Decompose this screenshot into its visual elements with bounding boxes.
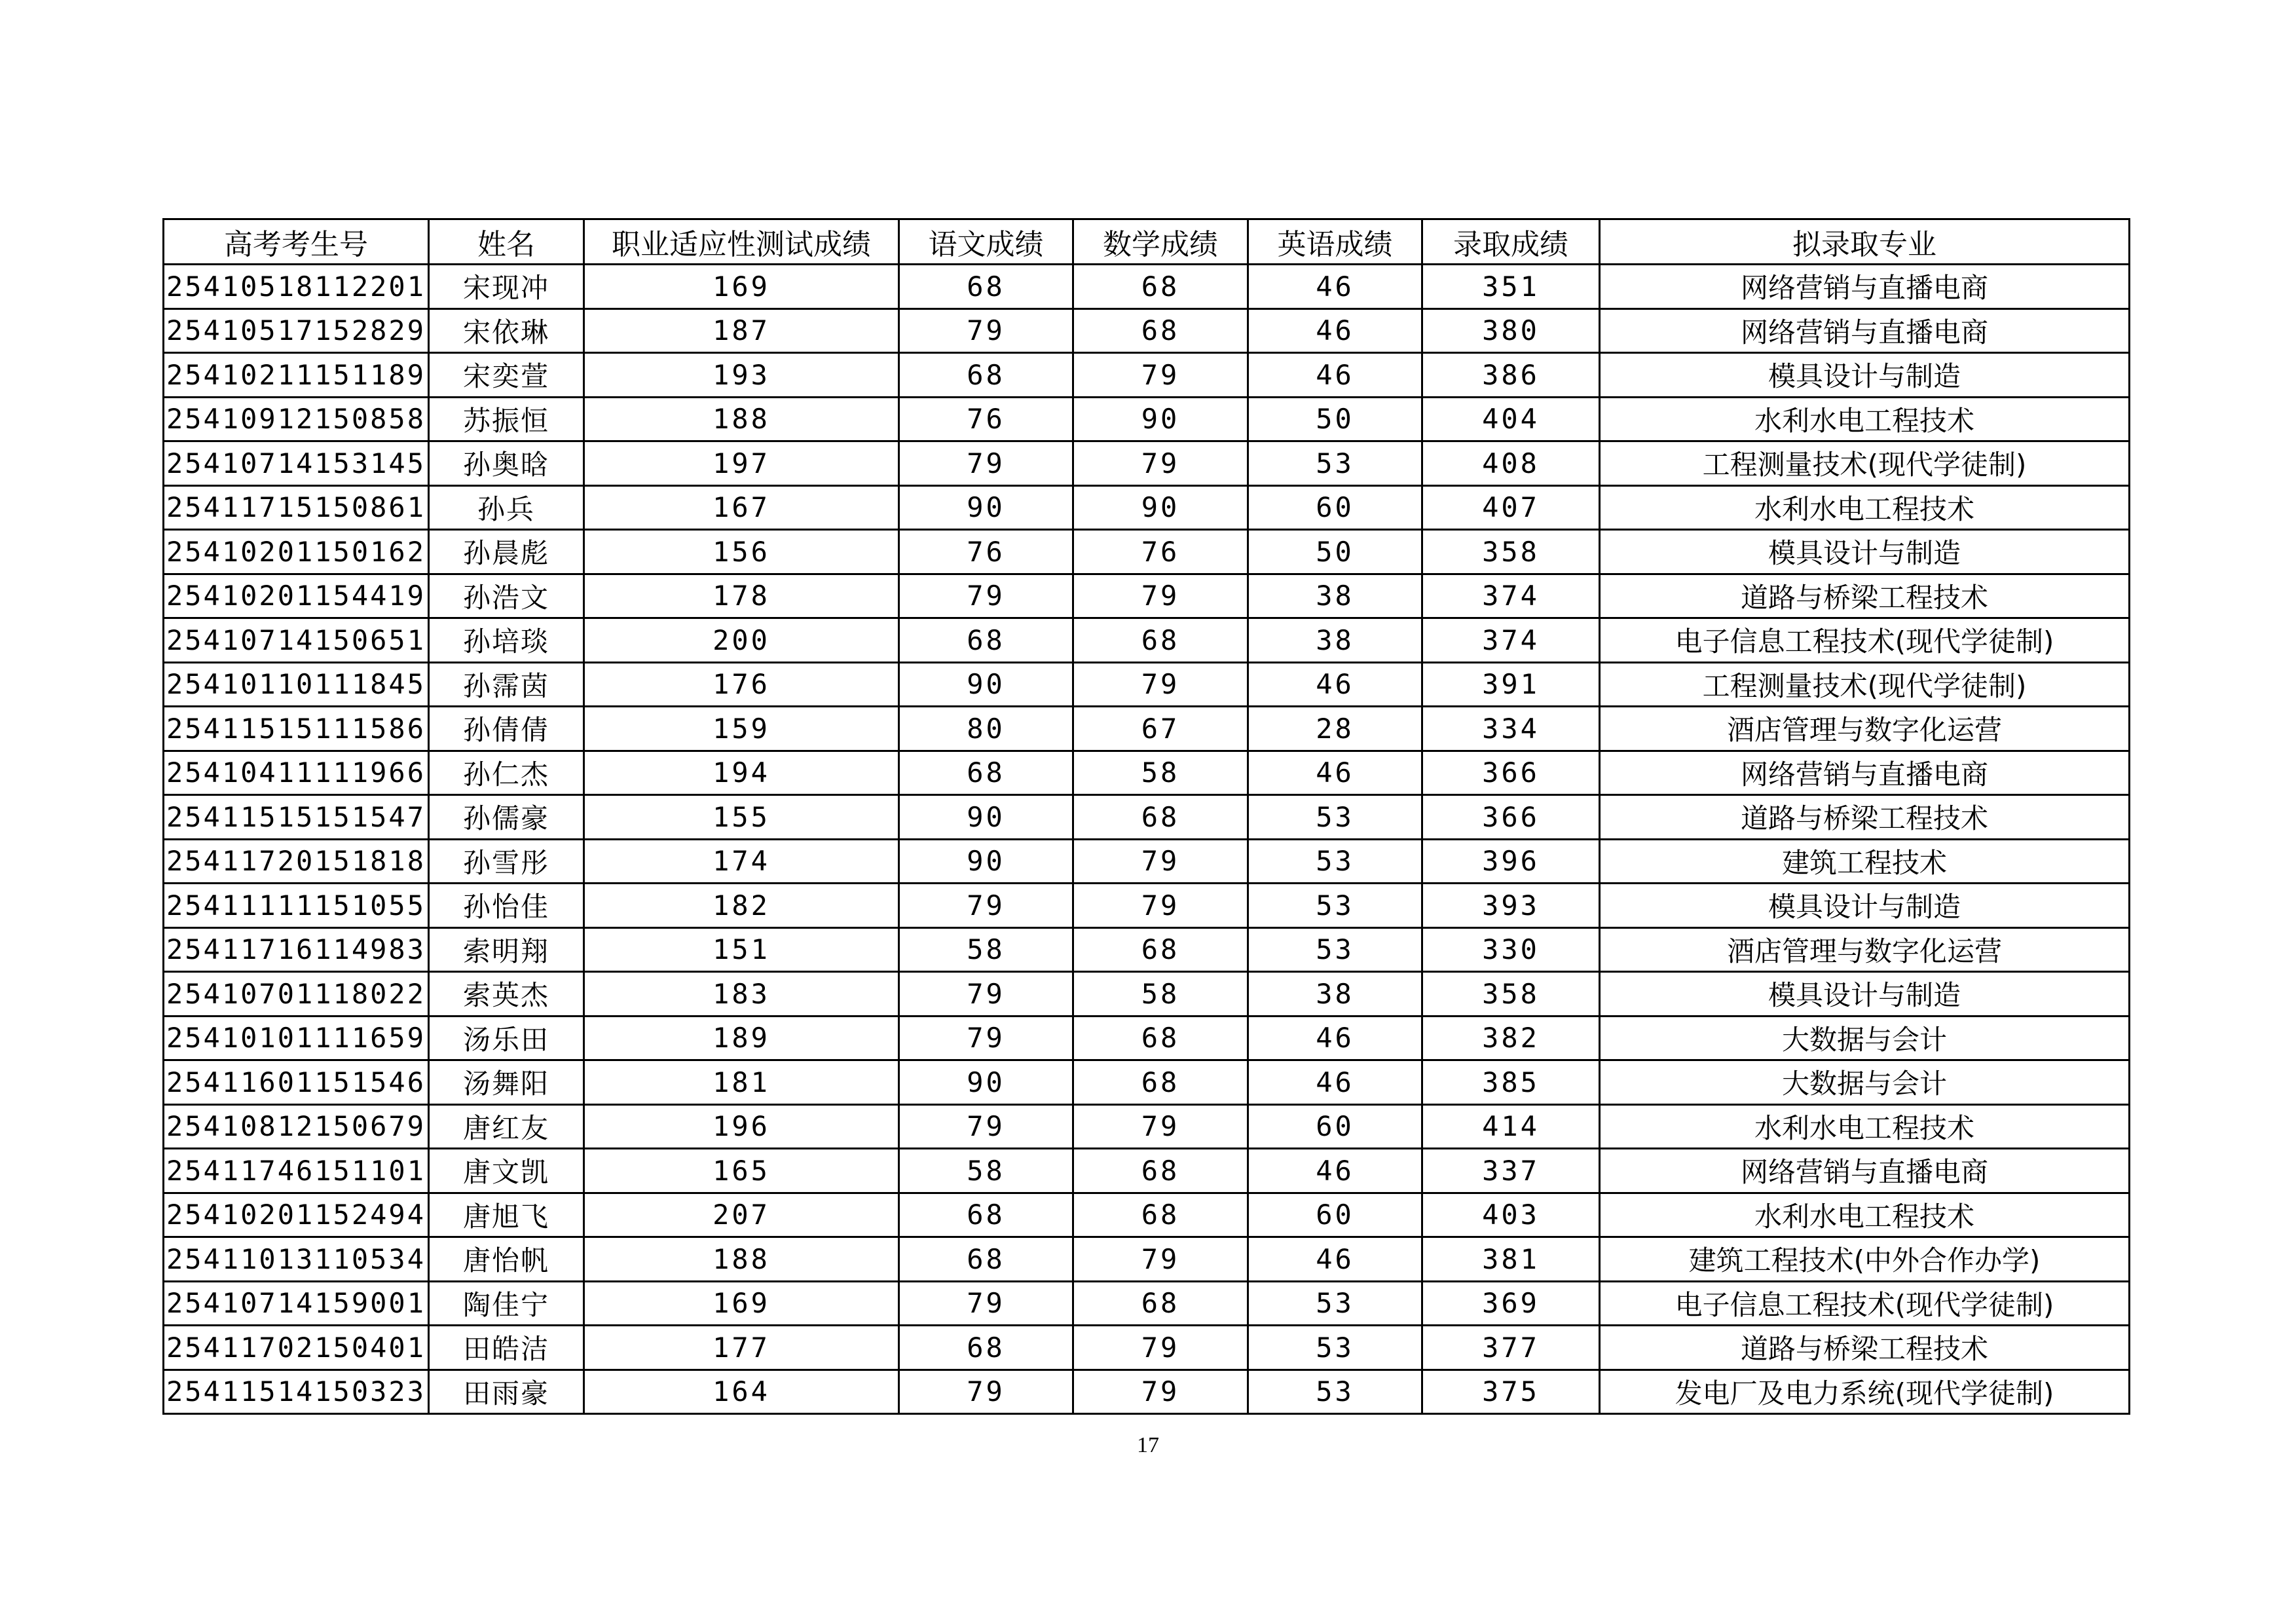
exam-id-cell: 25410812150679 [164, 1104, 429, 1149]
english-score-cell: 46 [1248, 308, 1422, 353]
chinese-score-cell: 68 [899, 353, 1073, 398]
english-score-cell: 53 [1248, 795, 1422, 840]
table-row [164, 972, 2130, 1017]
chinese-score-cell: 76 [899, 530, 1073, 574]
english-score-cell: 38 [1248, 574, 1422, 618]
table-row [164, 1104, 2130, 1149]
english-score-cell: 46 [1248, 662, 1422, 707]
chinese-score-cell: 68 [899, 1326, 1073, 1370]
name-cell: 孙雪彤 [429, 839, 584, 884]
chinese-score-cell: 90 [899, 485, 1073, 530]
chinese-score-cell: 68 [899, 618, 1073, 663]
admission-score-cell: 393 [1422, 884, 1600, 928]
exam-id-cell: 25410201152494 [164, 1193, 429, 1237]
math-score-cell: 68 [1073, 1193, 1248, 1237]
english-score-cell: 46 [1248, 265, 1422, 309]
name-cell: 汤乐田 [429, 1016, 584, 1060]
vocational-test-score-cell: 182 [584, 884, 899, 928]
chinese-score-cell: 79 [899, 1016, 1073, 1060]
exam-id-cell: 25411702150401 [164, 1326, 429, 1370]
admission-score-cell: 351 [1422, 265, 1600, 309]
english-score-cell: 46 [1248, 1016, 1422, 1060]
table-row [164, 751, 2130, 795]
exam-id-cell: 25410110111845 [164, 662, 429, 707]
admission-score-table [162, 218, 2130, 1415]
vocational-test-score-cell: 193 [584, 353, 899, 398]
admission-score-cell: 385 [1422, 1060, 1600, 1105]
admission-score-cell: 382 [1422, 1016, 1600, 1060]
chinese-score-cell: 79 [899, 884, 1073, 928]
math-score-cell: 79 [1073, 441, 1248, 486]
exam-id-cell: 25410714150651 [164, 618, 429, 663]
major-cell: 大数据与会计 [1600, 1060, 2130, 1105]
admission-score-cell: 330 [1422, 927, 1600, 972]
major-cell: 建筑工程技术(中外合作办学) [1600, 1237, 2130, 1282]
table-row [164, 1237, 2130, 1282]
english-score-cell: 28 [1248, 707, 1422, 751]
english-score-cell: 60 [1248, 1193, 1422, 1237]
admission-score-cell: 358 [1422, 530, 1600, 574]
admission-score-cell: 358 [1422, 972, 1600, 1017]
chinese-score-cell: 90 [899, 662, 1073, 707]
english-score-cell: 60 [1248, 1104, 1422, 1149]
table-row [164, 397, 2130, 441]
exam-id-cell: 25411515111586 [164, 707, 429, 751]
math-score-cell: 68 [1073, 1149, 1248, 1193]
vocational-test-score-cell: 164 [584, 1370, 899, 1414]
chinese-score-cell: 90 [899, 839, 1073, 884]
chinese-score-cell: 79 [899, 308, 1073, 353]
table-row [164, 662, 2130, 707]
english-score-cell: 53 [1248, 839, 1422, 884]
exam-id-cell: 25410411111966 [164, 751, 429, 795]
vocational-test-score-cell: 178 [584, 574, 899, 618]
major-cell: 酒店管理与数字化运营 [1600, 927, 2130, 972]
english-score-cell: 46 [1248, 1060, 1422, 1105]
table-row [164, 1149, 2130, 1193]
chinese-score-cell: 76 [899, 397, 1073, 441]
math-score-cell: 58 [1073, 972, 1248, 1017]
exam-id-cell: 25411720151818 [164, 839, 429, 884]
math-score-cell: 58 [1073, 751, 1248, 795]
vocational-test-score-cell: 151 [584, 927, 899, 972]
name-cell: 唐旭飞 [429, 1193, 584, 1237]
chinese-score-cell: 68 [899, 1193, 1073, 1237]
vocational-test-score-cell: 169 [584, 1281, 899, 1326]
header-name: 姓名 [429, 219, 584, 265]
header-vocational-test-score: 职业适应性测试成绩 [584, 219, 899, 265]
vocational-test-score-cell: 197 [584, 441, 899, 486]
chinese-score-cell: 58 [899, 1149, 1073, 1193]
admission-score-cell: 374 [1422, 618, 1600, 663]
chinese-score-cell: 90 [899, 1060, 1073, 1105]
major-cell: 酒店管理与数字化运营 [1600, 707, 2130, 751]
name-cell: 孙晨彪 [429, 530, 584, 574]
math-score-cell: 90 [1073, 485, 1248, 530]
exam-id-cell: 25410201150162 [164, 530, 429, 574]
name-cell: 孙霈茵 [429, 662, 584, 707]
major-cell: 水利水电工程技术 [1600, 485, 2130, 530]
major-cell: 工程测量技术(现代学徒制) [1600, 662, 2130, 707]
major-cell: 道路与桥梁工程技术 [1600, 574, 2130, 618]
exam-id-cell: 25410517152829 [164, 308, 429, 353]
name-cell: 孙仁杰 [429, 751, 584, 795]
admission-score-cell: 337 [1422, 1149, 1600, 1193]
table-row [164, 1060, 2130, 1105]
admission-score-cell: 407 [1422, 485, 1600, 530]
name-cell: 索英杰 [429, 972, 584, 1017]
vocational-test-score-cell: 155 [584, 795, 899, 840]
vocational-test-score-cell: 200 [584, 618, 899, 663]
exam-id-cell: 25411111151055 [164, 884, 429, 928]
name-cell: 孙儒豪 [429, 795, 584, 840]
chinese-score-cell: 79 [899, 1370, 1073, 1414]
table-header-row [164, 219, 2130, 265]
english-score-cell: 38 [1248, 972, 1422, 1017]
table-row [164, 618, 2130, 663]
table-row [164, 485, 2130, 530]
name-cell: 汤舞阳 [429, 1060, 584, 1105]
english-score-cell: 53 [1248, 927, 1422, 972]
vocational-test-score-cell: 183 [584, 972, 899, 1017]
exam-id-cell: 25410201154419 [164, 574, 429, 618]
table-body [164, 265, 2130, 1414]
table-row [164, 441, 2130, 486]
table-row [164, 353, 2130, 398]
vocational-test-score-cell: 207 [584, 1193, 899, 1237]
exam-id-cell: 25411514150323 [164, 1370, 429, 1414]
name-cell: 宋奕萱 [429, 353, 584, 398]
math-score-cell: 79 [1073, 839, 1248, 884]
admission-score-cell: 375 [1422, 1370, 1600, 1414]
english-score-cell: 53 [1248, 1281, 1422, 1326]
exam-id-cell: 25411515151547 [164, 795, 429, 840]
admission-score-cell: 381 [1422, 1237, 1600, 1282]
english-score-cell: 53 [1248, 1370, 1422, 1414]
exam-id-cell: 25410714153145 [164, 441, 429, 486]
english-score-cell: 46 [1248, 353, 1422, 398]
table-row [164, 574, 2130, 618]
chinese-score-cell: 80 [899, 707, 1073, 751]
chinese-score-cell: 68 [899, 751, 1073, 795]
math-score-cell: 68 [1073, 927, 1248, 972]
math-score-cell: 68 [1073, 1016, 1248, 1060]
math-score-cell: 68 [1073, 795, 1248, 840]
admission-score-cell: 374 [1422, 574, 1600, 618]
english-score-cell: 38 [1248, 618, 1422, 663]
vocational-test-score-cell: 167 [584, 485, 899, 530]
exam-id-cell: 25410701118022 [164, 972, 429, 1017]
name-cell: 唐文凯 [429, 1149, 584, 1193]
chinese-score-cell: 79 [899, 441, 1073, 486]
vocational-test-score-cell: 189 [584, 1016, 899, 1060]
admission-score-cell: 408 [1422, 441, 1600, 486]
vocational-test-score-cell: 196 [584, 1104, 899, 1149]
page-number: 17 [1137, 1433, 1159, 1457]
math-score-cell: 79 [1073, 1237, 1248, 1282]
english-score-cell: 53 [1248, 1326, 1422, 1370]
chinese-score-cell: 68 [899, 1237, 1073, 1282]
major-cell: 大数据与会计 [1600, 1016, 2130, 1060]
header-major: 拟录取专业 [1600, 219, 2130, 265]
vocational-test-score-cell: 187 [584, 308, 899, 353]
table-row [164, 265, 2130, 309]
major-cell: 网络营销与直播电商 [1600, 751, 2130, 795]
header-chinese-score: 语文成绩 [899, 219, 1073, 265]
chinese-score-cell: 79 [899, 1104, 1073, 1149]
vocational-test-score-cell: 169 [584, 265, 899, 309]
name-cell: 孙奥晗 [429, 441, 584, 486]
chinese-score-cell: 79 [899, 574, 1073, 618]
table-row [164, 530, 2130, 574]
table-row [164, 1016, 2130, 1060]
major-cell: 网络营销与直播电商 [1600, 1149, 2130, 1193]
name-cell: 孙兵 [429, 485, 584, 530]
table-row [164, 1193, 2130, 1237]
math-score-cell: 79 [1073, 574, 1248, 618]
chinese-score-cell: 79 [899, 972, 1073, 1017]
name-cell: 陶佳宁 [429, 1281, 584, 1326]
exam-id-cell: 25411746151101 [164, 1149, 429, 1193]
table-row [164, 707, 2130, 751]
header-math-score: 数学成绩 [1073, 219, 1248, 265]
admission-score-cell: 386 [1422, 353, 1600, 398]
admission-score-cell: 403 [1422, 1193, 1600, 1237]
exam-id-cell: 25410714159001 [164, 1281, 429, 1326]
admission-score-cell: 334 [1422, 707, 1600, 751]
chinese-score-cell: 68 [899, 265, 1073, 309]
major-cell: 水利水电工程技术 [1600, 1104, 2130, 1149]
exam-id-cell: 25410211151189 [164, 353, 429, 398]
vocational-test-score-cell: 159 [584, 707, 899, 751]
admission-score-cell: 366 [1422, 795, 1600, 840]
math-score-cell: 68 [1073, 308, 1248, 353]
math-score-cell: 79 [1073, 1326, 1248, 1370]
english-score-cell: 60 [1248, 485, 1422, 530]
math-score-cell: 79 [1073, 1370, 1248, 1414]
name-cell: 宋依琳 [429, 308, 584, 353]
math-score-cell: 67 [1073, 707, 1248, 751]
major-cell: 工程测量技术(现代学徒制) [1600, 441, 2130, 486]
english-score-cell: 50 [1248, 397, 1422, 441]
chinese-score-cell: 90 [899, 795, 1073, 840]
major-cell: 发电厂及电力系统(现代学徒制) [1600, 1370, 2130, 1414]
exam-id-cell: 25411715150861 [164, 485, 429, 530]
exam-id-cell: 25410101111659 [164, 1016, 429, 1060]
math-score-cell: 68 [1073, 265, 1248, 309]
admission-score-cell: 414 [1422, 1104, 1600, 1149]
major-cell: 水利水电工程技术 [1600, 1193, 2130, 1237]
admission-score-cell: 380 [1422, 308, 1600, 353]
exam-id-cell: 25410912150858 [164, 397, 429, 441]
admission-score-cell: 404 [1422, 397, 1600, 441]
math-score-cell: 79 [1073, 662, 1248, 707]
chinese-score-cell: 79 [899, 1281, 1073, 1326]
exam-id-cell: 25411716114983 [164, 927, 429, 972]
major-cell: 模具设计与制造 [1600, 884, 2130, 928]
table-row [164, 927, 2130, 972]
name-cell: 苏振恒 [429, 397, 584, 441]
vocational-test-score-cell: 176 [584, 662, 899, 707]
table-row [164, 795, 2130, 840]
admission-score-cell: 369 [1422, 1281, 1600, 1326]
table-row [164, 1326, 2130, 1370]
math-score-cell: 79 [1073, 353, 1248, 398]
english-score-cell: 46 [1248, 751, 1422, 795]
math-score-cell: 90 [1073, 397, 1248, 441]
exam-id-cell: 25411601151546 [164, 1060, 429, 1105]
english-score-cell: 46 [1248, 1149, 1422, 1193]
vocational-test-score-cell: 165 [584, 1149, 899, 1193]
admission-score-cell: 396 [1422, 839, 1600, 884]
name-cell: 田皓洁 [429, 1326, 584, 1370]
header-exam-id: 高考考生号 [164, 219, 429, 265]
name-cell: 唐怡帆 [429, 1237, 584, 1282]
major-cell: 建筑工程技术 [1600, 839, 2130, 884]
table-row [164, 308, 2130, 353]
name-cell: 宋现冲 [429, 265, 584, 309]
vocational-test-score-cell: 177 [584, 1326, 899, 1370]
major-cell: 模具设计与制造 [1600, 972, 2130, 1017]
vocational-test-score-cell: 188 [584, 1237, 899, 1282]
major-cell: 道路与桥梁工程技术 [1600, 1326, 2130, 1370]
header-admission-score: 录取成绩 [1422, 219, 1600, 265]
major-cell: 模具设计与制造 [1600, 530, 2130, 574]
english-score-cell: 50 [1248, 530, 1422, 574]
table-row [164, 884, 2130, 928]
major-cell: 水利水电工程技术 [1600, 397, 2130, 441]
exam-id-cell: 25411013110534 [164, 1237, 429, 1282]
math-score-cell: 79 [1073, 884, 1248, 928]
major-cell: 网络营销与直播电商 [1600, 308, 2130, 353]
admission-score-cell: 391 [1422, 662, 1600, 707]
english-score-cell: 53 [1248, 884, 1422, 928]
major-cell: 网络营销与直播电商 [1600, 265, 2130, 309]
vocational-test-score-cell: 181 [584, 1060, 899, 1105]
table-row [164, 839, 2130, 884]
major-cell: 电子信息工程技术(现代学徒制) [1600, 618, 2130, 663]
english-score-cell: 53 [1248, 441, 1422, 486]
exam-id-cell: 25410518112201 [164, 265, 429, 309]
admission-score-cell: 366 [1422, 751, 1600, 795]
major-cell: 电子信息工程技术(现代学徒制) [1600, 1281, 2130, 1326]
math-score-cell: 79 [1073, 1104, 1248, 1149]
chinese-score-cell: 58 [899, 927, 1073, 972]
name-cell: 田雨豪 [429, 1370, 584, 1414]
vocational-test-score-cell: 174 [584, 839, 899, 884]
math-score-cell: 68 [1073, 618, 1248, 663]
vocational-test-score-cell: 194 [584, 751, 899, 795]
major-cell: 模具设计与制造 [1600, 353, 2130, 398]
math-score-cell: 68 [1073, 1060, 1248, 1105]
name-cell: 孙怡佳 [429, 884, 584, 928]
math-score-cell: 68 [1073, 1281, 1248, 1326]
vocational-test-score-cell: 156 [584, 530, 899, 574]
admission-score-cell: 377 [1422, 1326, 1600, 1370]
name-cell: 孙浩文 [429, 574, 584, 618]
english-score-cell: 46 [1248, 1237, 1422, 1282]
name-cell: 索明翔 [429, 927, 584, 972]
major-cell: 道路与桥梁工程技术 [1600, 795, 2130, 840]
header-english-score: 英语成绩 [1248, 219, 1422, 265]
table-row [164, 1281, 2130, 1326]
vocational-test-score-cell: 188 [584, 397, 899, 441]
name-cell: 孙培琰 [429, 618, 584, 663]
math-score-cell: 76 [1073, 530, 1248, 574]
name-cell: 孙倩倩 [429, 707, 584, 751]
name-cell: 唐红友 [429, 1104, 584, 1149]
table-row [164, 1370, 2130, 1414]
